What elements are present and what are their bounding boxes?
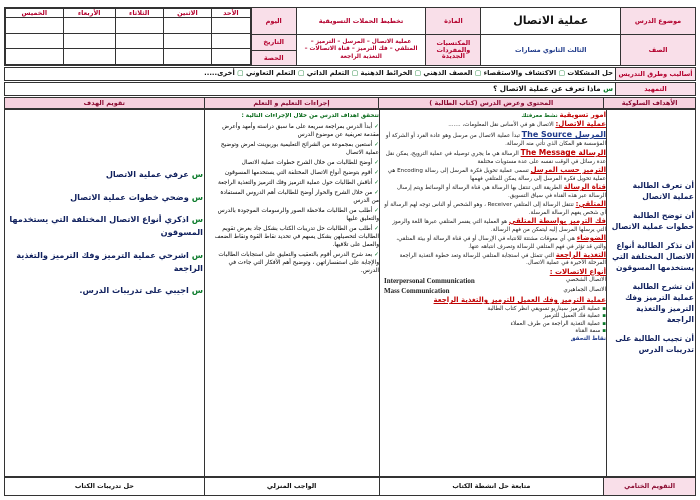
procedures-title: تتحقق أهداف الدرس من خلال الإجراءات التالية :: [241, 113, 379, 119]
subject-value: عملية الاتصال: [481, 8, 621, 35]
course-value: تخطيط الحملات التسويقية: [296, 8, 426, 35]
class-label: الصف: [621, 35, 696, 66]
day-4: الخميس: [6, 9, 64, 18]
process-item: سمة القناة: [575, 328, 601, 335]
day-3: الأربعاء: [63, 9, 115, 18]
eval-bullet: س: [191, 249, 203, 260]
evaluation-item: اذكري أنواع الاتصال المختلفة التي يستخدمها المسوقون: [9, 214, 203, 238]
def-title: عملية الاتصال:: [555, 120, 606, 129]
activity-note: نشط معرفتك: [521, 113, 558, 119]
intro-label: التمهيد: [616, 83, 696, 96]
methods-list: حل المشكلات ▢ الاكتشاف والاستقصاء ▢ العصف الذهني ▢ الخرائط الذهنية ▢ التعلم الذاتي ▢ التعلم التعاوني ▢ أخرى.....: [5, 68, 616, 81]
eval-bullet: س: [191, 169, 203, 179]
column-headers: [4, 97, 696, 109]
follow-label: متابعة حل انشطة الكتاب: [379, 478, 604, 496]
period-label: الحصة: [251, 51, 296, 66]
day-1: الاثنين: [163, 9, 211, 18]
homework-label: الواجب المنزلي: [204, 478, 379, 496]
header-table: [4, 7, 696, 66]
final-eval-label: التقويم الختامي: [604, 478, 696, 496]
procedures-header: إجراءات التعليم و التعلم: [204, 98, 379, 109]
objectives-header: الأهداف السلوكية: [604, 98, 696, 109]
encoding-text: تسمى عملية تحويل فكرة المرسل إلى رسالة Encoding هي عملية تحويل فكرة المرسل إلى رسالة يمكن للمتلقي فهمها: [387, 168, 606, 182]
objective-item: أن تذكر الطالبة أنواع الاتصال المختلفة التي يستخدمها المسوقون: [612, 241, 694, 272]
receiver-title: المتلقي:: [575, 200, 606, 209]
def-text: الاتصال هو في الأساس نقل المعلومات، .......: [448, 122, 554, 129]
decoding-text: هو العملية التي يفسر المتلقي عبرها اللغة والرموز التي يرسلها المرسل إليه ليتمكن من فهم الرسالة.: [392, 219, 606, 233]
content-header: المحتوى وعرض الدرس (كتاب الطالبة ): [379, 98, 604, 109]
feedback-title: التغذية الراجعة: [555, 250, 606, 259]
procedure-item: أوضح للطالبات من خلال الشرح خطوات عملية الاتصال: [241, 159, 373, 166]
decoding-title: فك الترميز بواسطة المتلقي: [508, 217, 606, 226]
eval-bullet: س: [191, 285, 203, 296]
types-title: أنواع الاتصالات :: [549, 267, 606, 276]
methods-table: [4, 67, 696, 81]
evaluation-item: اجيبي على تدريبات الدرس.: [79, 285, 189, 296]
type-ar: الاتصال الجماهيري: [563, 286, 606, 293]
method-1: الاكتشاف والاستقصاء: [483, 69, 557, 78]
eval-bullet: س: [191, 191, 203, 202]
intro-question-cell: [5, 83, 616, 96]
days-grid: [5, 8, 251, 65]
col-divider: [606, 110, 607, 476]
day-label: اليوم: [251, 8, 296, 35]
method-5: التعلم التعاوني: [245, 69, 296, 78]
objectives-column: [610, 180, 694, 355]
encoding-title: الترميز حسب المرسل: [530, 166, 606, 175]
eval-bullet: س: [191, 214, 203, 225]
intro-table: [4, 82, 696, 96]
class-value: الثالث الثانوي مسارات: [481, 35, 621, 66]
evaluation-column: [8, 168, 203, 297]
noise-text: هي أي معوقات مشتتة للانتباه في الإرسال أو في قناة الرسالة أو بيئة المتلقي، والتي قد تؤثر في فهم المتلقي للرسالة وتصرف انتباهه عنها.: [396, 236, 606, 250]
procedure-item: أطلب من الطالبات ملاحظة الصور والرسومات الموجودة بالدرس والتعليق عليها: [217, 207, 379, 222]
procedure-item: أقوم بتوضيح أنواع الاتصال المختلفة التي يستخدمها المسوقون: [224, 169, 373, 176]
evaluation-item: وضحي خطوات عملية الاتصال: [70, 191, 189, 202]
intro-question: ماذا تعرف عن عملية الاتصال ؟: [493, 84, 601, 94]
method-6: أخرى.....: [204, 69, 235, 78]
channel-text: الطريقة التي تنتقل بها الرسالة هي قناة الرسالة أو الوسائط ويتم إرسال الرسالة عبر هذه القناة في سياق التسويق.: [396, 185, 606, 199]
method-4: التعلم الذاتي: [306, 69, 350, 78]
process-title: عملية الترميز وفك العميل للترميز والتغذية الراجعة: [433, 296, 606, 305]
procedure-item: أبدأ الدرس بمراجعة سريعة على ما سبق دراسته وأمهد وأعرض مقدمة تعريفية عن موضوع الدرس: [222, 123, 379, 138]
footer-table: [4, 477, 696, 496]
gains-label: المكتسبات والمفردات الجديدة: [426, 35, 481, 66]
col-divider: [379, 110, 380, 476]
feedback-text: التي تتمثل في استجابة المتلقي للرسالة وتعد خطوة التغذية الراجعة المرحلة الأخيرة في عملية الاتصال.: [399, 252, 606, 267]
method-3: الخرائط الذهنية: [360, 69, 413, 78]
type-en: Interpersonal Communication: [384, 277, 475, 286]
method-2: العصف الذهني: [423, 69, 473, 78]
objective-item: أن تعرف الطالبة عملية الاتصال: [632, 181, 694, 201]
evaluation-header: تقويم الهدف: [5, 98, 205, 109]
message-text: الرسالة هي ما يجري توصيله في عملية الترويج، يمكن نقل عدة رسائل في الوقت نفسه على عدة مستويات مختلفة: [385, 151, 606, 165]
objective-item: أن توضح الطالبة خطوات عملية الاتصال: [611, 211, 694, 231]
message-title: الرسالة The Message: [520, 148, 606, 158]
receiver-text: تنتقل الرسالة إلى المتلقي Receiver ، وهو الشخص أو الناس توجه لهم الرسالة أو أي شخص يفهم الرسالة المرسلة.: [384, 202, 606, 216]
date-label: التاريخ: [251, 35, 296, 51]
procedure-item: بعد شرح الدرس أقوم بالتعقيب والتعليق على استجابات الطالبات والإجابة على استفساراتهن ، وتوضيح أهم الأفكار التي جاءت في الدرس.: [218, 251, 379, 274]
day-0: الأحد: [212, 9, 251, 18]
intro-bullet: س: [603, 84, 613, 94]
process-item: عملية التغذية الراجعة من طرف العملاء: [510, 320, 601, 327]
procedure-item: من خلال الشرح والحوار أوضح للطالبات أهم الدروس المستفادة من الدرس: [220, 189, 379, 204]
subject-label: موضوع الدرس: [621, 8, 696, 35]
evaluation-item: عرفي عملية الاتصال: [105, 169, 189, 179]
procedure-item: أطلب من الطالبات حل تدريبات الكتاب بشكل جاد بغرض تقويم الطالبات لتحصيلهن بشكل يسهم في تحديد نقاط القوة ونقاط الضعف والعمل على تلافيها.: [214, 225, 379, 248]
process-item: عملية فك العميل للترميز: [543, 313, 601, 320]
discuss-text: نقاط التحقق: [570, 335, 606, 342]
sender-title: المرسل The Source: [521, 129, 606, 139]
procedure-item: أناقش الطالبات حول عملية الترميز وفك الترميز والتغذية الراجعة: [218, 179, 373, 186]
noise-title: الضوضاء: [576, 234, 606, 243]
method-0: حل المشكلات: [567, 69, 613, 78]
col-divider: [204, 110, 205, 476]
homework-value: حل تدريبات الكتاب: [5, 478, 205, 496]
type-ar: الاتصال الشخصي: [565, 277, 606, 284]
day-2: الثلاثاء: [115, 9, 163, 18]
material-label: المادة: [426, 8, 481, 35]
objective-item: أن تشرح الطالبة عملية الترميز وفك الترميز والتغذية الراجعة: [625, 282, 694, 324]
objective-item: أن تجيب الطالبة على تدريبات الدرس: [615, 334, 694, 354]
evaluation-item: اشرحي عملية الترميز وفك الترميز والتغذية الراجعة: [16, 249, 203, 273]
content-column: امور تسويقية نشط معرفتك عملية الاتصال: الاتصال هو في الأساس نقل المعلومات، ....... المرسل The Source تبدأ عملية الاتصال من مرسل وهو عادة الفرد أو الشركة أو المؤسسة هو المكان الذي تأتي منه الرسالة. الرسالة The Message الرسالة هي ما يجري توصيله في عملية الترويج، يمكن نقل عدة رسائل في الوقت نفسه على عدة مستويات مختلفة الترميز حسب المرسل تسمى عملية تحويل فكرة المرسل إلى رسالة Encoding هي عملية تحويل فكرة المرسل إلى رسالة يمكن للمتلقي فهمها قناة الرسالة الطريقة التي تنتقل بها الرسالة هي قناة الرسالة أو الوسائط ويتم إرسال الرسالة عبر هذه القناة في سياق التسويق. المتلقي: تنتقل الرسالة إلى المتلقي Receiver ، وهو الشخص أو الناس توجه لهم الرسالة أو أي شخص يفهم الرسالة المرسلة. فك الترميز بواسطة المتلقي هو العملية التي يفسر المتلقي عبرها اللغة والرموز التي يرسلها المرسل إليه ليتمكن من فهم الرسالة. الضوضاء هي أي معوقات مشتتة للانتباه في الإرسال أو في قناة الرسالة أو بيئة المتلقي، والتي قد تؤثر في فهم المتلقي للرسالة وتصرف انتباهه عنها. التغذية الراجعة التي تتمثل في استجابة المتلقي للرسالة وتعد خطوة التغذية الراجعة المرحلة الأخيرة في عملية الاتصال. أنواع الاتصالات : الاتصال الشخصي Interpersonal Communication الاتصال الجماهيري Mass Communication عملية الترميز وفك العميل للترميز والتغذية الراجعة ▪ عملية الترميز سيناريو تسويقي انظر كتاب الطالبة ▪ عملية فك العميل للترميز ▪ عملية التغذية الراجعة من طرف العملاء ▪ سمة القناة نقاط التحقق: [384, 111, 606, 342]
procedures-column: تتحقق أهداف الدرس من خلال الإجراءات التالية : ✓ أبدأ الدرس بمراجعة سريعة على ما سبق دراسته وأمهد وأعرض مقدمة تعريفية عن موضوع الدرس ✓ أستعين بمجموعة من الشرائح التعليمية بوربوينت لعرض وتوضيح عملية الاتصال ✓ أوضح للطالبات من خلال الشرح خطوات عملية الاتصال ✓ أقوم بتوضيح أنواع الاتصال المختلفة التي يستخدمها المسوقون ✓ أناقش الطالبات حول عملية الترميز وفك الترميز والتغذية الراجعة ✓ من خلال الشرح والحوار أوضح للطالبات أهم الدروس المستفادة من الدرس ✓ أطلب من الطالبات ملاحظة الصور والرسومات الموجودة بالدرس والتعليق عليها ✓ أطلب من الطالبات حل تدريبات الكتاب بشكل جاد بغرض تقويم الطالبات لتحصيلهن بشكل يسهم في تحديد نقاط القوة ونقاط الضعف والعمل على تلافيها. ✓ بعد شرح الدرس أقوم بالتعقيب والتعليق على استجابات الطالبات والإجابة على استفساراتهن ، وتوضيح أهم الأفكار التي جاءت في الدرس.: [214, 113, 379, 274]
sender-text: تبدأ عملية الاتصال من مرسل وهو عادة الفرد أو الشركة أو المؤسسة هو المكان الذي تأتي منه الرسالة.: [385, 132, 606, 147]
process-item: عملية الترميز سيناريو تسويقي انظر كتاب الطالبة: [487, 305, 601, 312]
type-en: Mass Communication: [384, 286, 450, 295]
vocab-value: عملية الاتصال – المرسل – الترميز – المتلقي – فك الترميز – قناة الاتصالات – التغذية الراجعة: [296, 35, 426, 66]
activity-title: امور تسويقية: [559, 111, 606, 119]
procedure-item: أستعين بمجموعة من الشرائح التعليمية بوربوينت لعرض وتوضيح عملية الاتصال: [220, 141, 379, 156]
methods-label: أساليب وطرق التدريس: [616, 68, 696, 81]
channel-title: قناة الرسالة: [563, 183, 606, 192]
